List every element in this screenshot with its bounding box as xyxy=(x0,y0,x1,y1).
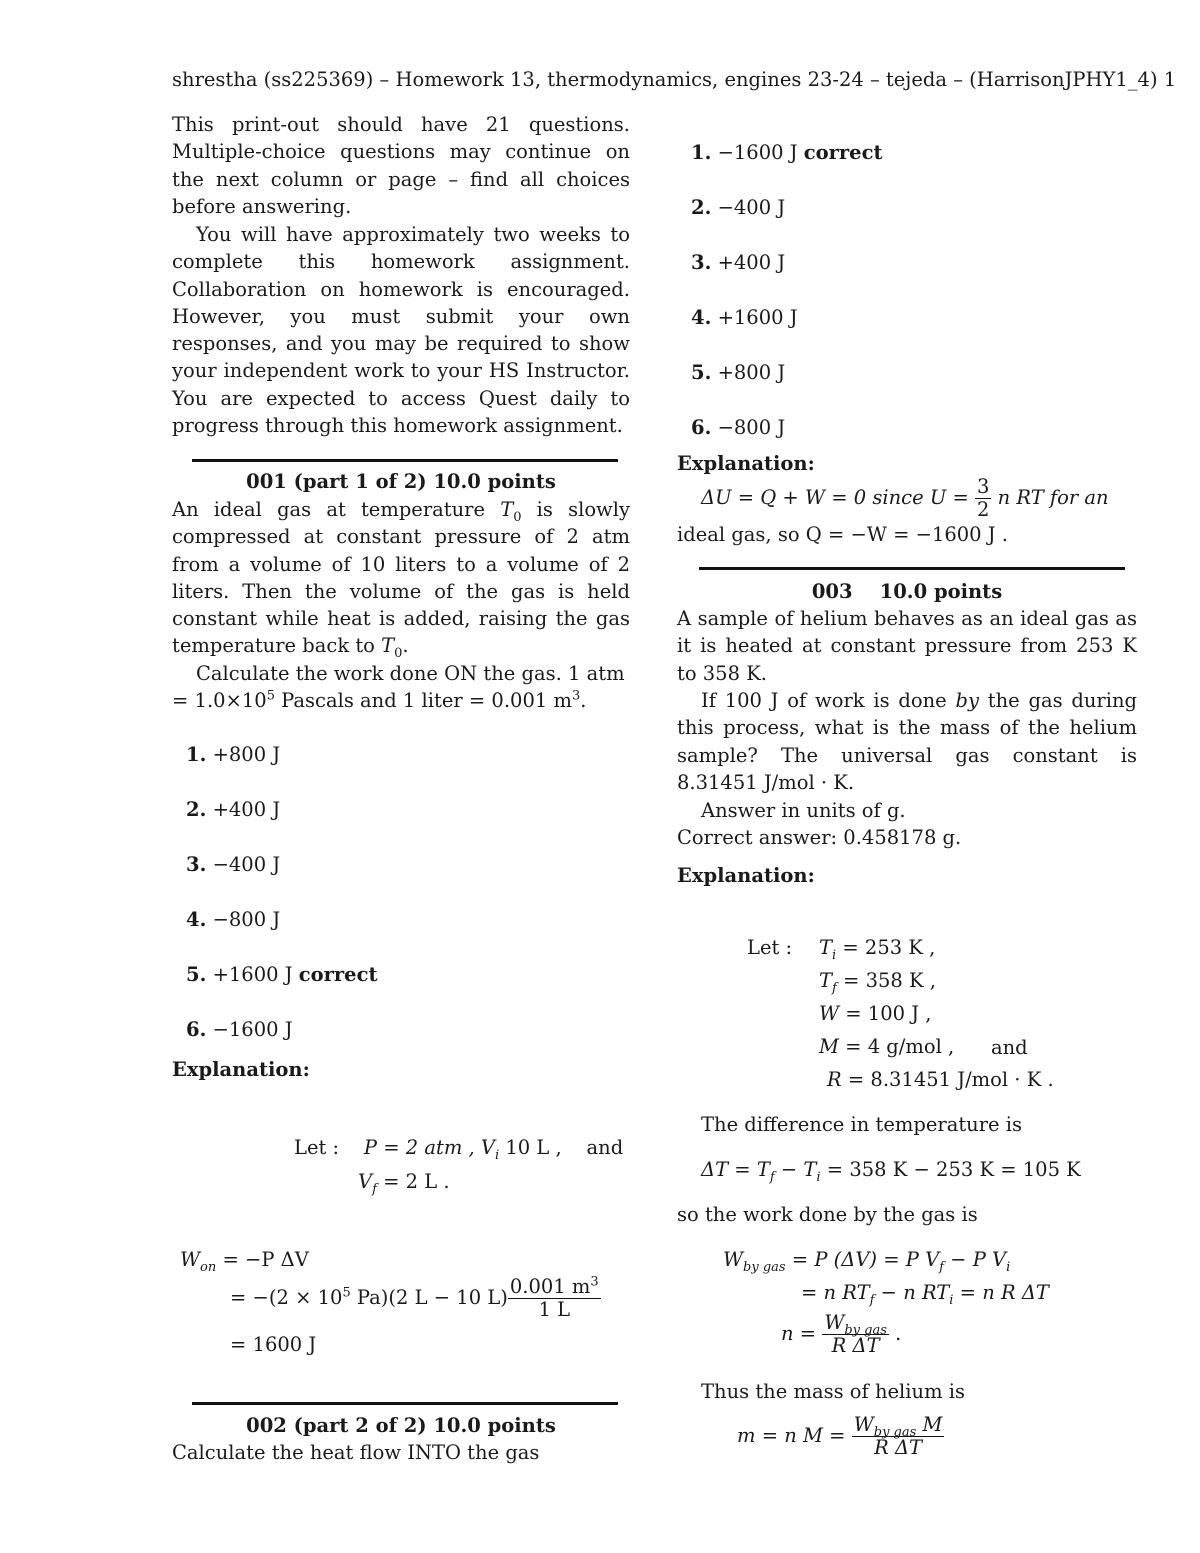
q001-prompt: An ideal gas at temperature $T_0$ is slowly compressed at constant pressure of 2 atm from a volume of 10 liters to a volume of 2 liters. Then the volume of the gas is held constant while heat is added, raising the gas temperature back to $T_0$. xyxy=(172,498,630,662)
choice-text: −800 J xyxy=(717,416,786,439)
q003-n-fraction: $\frac{W_{by gas}}{\text{R ΔT}}$ xyxy=(824,1311,887,1357)
let-definition: $T_i = 253$ K , xyxy=(819,936,936,963)
q003-divider xyxy=(699,567,1125,570)
q002-explanation-label: Explanation: xyxy=(677,452,815,475)
choice-number: 2. xyxy=(691,196,712,219)
q003-mass-equation: m = n M = $\frac{W_{by gas} M}{\text{R ΔT}}$ xyxy=(737,1413,943,1459)
answer-choice[interactable] xyxy=(691,139,882,166)
choice-text: +1600 J xyxy=(212,963,293,986)
choice-number: 2. xyxy=(186,798,207,821)
q001-work-eq-line-3: = 1600 J xyxy=(230,1333,317,1356)
q001-explanation-label: Explanation: xyxy=(172,1058,310,1081)
q001-let-line-2: $V_f = 2$ L . xyxy=(358,1170,450,1197)
q001-work-fraction: $\frac{0.001 m^3}{1 L}$ xyxy=(509,1274,599,1321)
q003-wby-line-1: $W_{by gas} = P$ (ΔV) = P $V_f - P$ $V_i$ xyxy=(723,1248,1011,1275)
answer-choice[interactable] xyxy=(691,359,785,386)
q003-work-text: so the work done by the gas is xyxy=(677,1203,978,1226)
page-header: shrestha (ss225369) – Homework 13, thermodynamics, engines 23-24 – tejeda – (HarrisonJPHY1_4) 1 xyxy=(172,68,1177,91)
choice-text: +400 J xyxy=(212,798,281,821)
answer-choice[interactable] xyxy=(186,796,280,823)
q001-let-line-1: Let : P = 2 atm , $V_i$ 10 L , and xyxy=(294,1136,624,1163)
choice-text: −1600 J xyxy=(717,141,798,164)
q003-correct-answer: Correct answer: 0.458178 g. xyxy=(677,826,962,849)
q001-work-eq-line-2: = $-(2 \times 10^5$ Pa)(2 L − 10 L) $\frac{0.001 m^3}{1 L}$ xyxy=(230,1274,599,1321)
choice-text: −800 J xyxy=(212,908,281,931)
choice-number: 5. xyxy=(691,361,712,384)
q003-let-and: and xyxy=(991,1036,1028,1059)
q003-heading: 003 10.0 points xyxy=(811,580,1003,603)
choice-text: +800 J xyxy=(717,361,786,384)
q001-divider xyxy=(192,459,618,462)
choice-number: 6. xyxy=(691,416,712,439)
answer-choice[interactable] xyxy=(691,304,798,331)
choice-number: 6. xyxy=(186,1018,207,1041)
choice-number: 4. xyxy=(186,908,207,931)
intro-paragraph-2: You will have approximately two weeks to complete this homework assignment. Collaboration on homework is encouraged. However, you must submit your own responses, and you may be required to show your independent work to your HS Instructor. You are expected to access Quest daily to progress through this homework assignment. xyxy=(172,223,630,438)
choice-text: −400 J xyxy=(212,853,281,876)
choice-text: +400 J xyxy=(717,251,786,274)
q003-n-equation: n = $\frac{W_{by gas}}{\text{R ΔT}}$ . xyxy=(781,1311,902,1357)
let-definition: W = 100 J , xyxy=(819,1002,932,1025)
answer-choice[interactable] xyxy=(186,906,280,933)
let-definition: R = 8.31451 J/mol · K . xyxy=(827,1068,1054,1091)
q003-explanation-label: Explanation: xyxy=(677,864,815,887)
q002-explanation-line-2: ideal gas, so Q = −W = −1600 J . xyxy=(677,523,1008,546)
q003-mass-fraction: $\frac{W_{by gas} M}{\text{R ΔT}}$ xyxy=(853,1413,943,1459)
choice-text: −1600 J xyxy=(212,1018,293,1041)
choice-text: +1600 J xyxy=(717,306,798,329)
correct-marker: correct xyxy=(803,141,883,164)
q003-answer-units: Answer in units of g. xyxy=(701,799,906,822)
let-definition: $T_f = 358$ K , xyxy=(819,969,936,996)
choice-number: 3. xyxy=(691,251,712,274)
q002-heading: 002 (part 2 of 2) 10.0 points xyxy=(246,1414,556,1437)
q003-mass-text: Thus the mass of helium is xyxy=(701,1380,966,1403)
q002-explanation-line-1: ΔU = Q + W = 0 since U = $\frac{3}{2}$ n RT for an xyxy=(701,475,1109,521)
choice-number: 1. xyxy=(691,141,712,164)
choice-text: −400 J xyxy=(717,196,786,219)
q003-wby-line-2: = n $RT_f - n$ $RT_i = n$ R ΔT xyxy=(801,1281,1049,1308)
choice-text: +800 J xyxy=(212,743,281,766)
choice-number: 3. xyxy=(186,853,207,876)
answer-choice[interactable] xyxy=(186,961,377,988)
choice-number: 4. xyxy=(691,306,712,329)
q002-prompt: Calculate the heat flow INTO the gas xyxy=(172,1441,540,1464)
q003-diff-text: The difference in temperature is xyxy=(701,1113,1023,1136)
answer-choice[interactable] xyxy=(186,741,280,768)
answer-choice[interactable] xyxy=(691,414,785,441)
q003-prompt: A sample of helium behaves as an ideal gas as it is heated at constant pressure from 253 K to 358 K. xyxy=(677,607,1137,685)
answer-choice[interactable] xyxy=(691,194,785,221)
q003-diff-equation: $\Delta T = T_f - T_i = 358$ K − 253 K = 105 K xyxy=(701,1158,1081,1185)
q003-prompt-2: If 100 J of work is done by the gas during this process, what is the mass of the helium sample? The universal gas constant is 8.31451 J/mol · K. xyxy=(677,689,1138,794)
q002-divider xyxy=(192,1402,618,1405)
intro-paragraph-1: This print-out should have 21 questions. Multiple-choice questions may continue on the next column or page – find all choices before answering. xyxy=(172,113,630,218)
answer-choice[interactable] xyxy=(186,1016,293,1043)
correct-marker: correct xyxy=(298,963,378,986)
q002-fraction: $\frac{3}{2}$ xyxy=(977,475,990,521)
answer-choice[interactable] xyxy=(691,249,785,276)
answer-choice[interactable] xyxy=(186,851,280,878)
choice-number: 5. xyxy=(186,963,207,986)
let-definition: M = 4 g/mol , xyxy=(819,1035,955,1058)
choice-number: 1. xyxy=(186,743,207,766)
q001-prompt-2: Calculate the work done ON the gas. 1 atm = $1.0\times 10^5$ Pascals and 1 liter = 0.001 $m^3$. xyxy=(172,662,625,713)
q001-heading: 001 (part 1 of 2) 10.0 points xyxy=(246,470,556,493)
q001-work-eq-line-1: $W_{on} = -P$ ΔV xyxy=(180,1248,309,1275)
q003-let-label: Let : xyxy=(747,936,793,959)
